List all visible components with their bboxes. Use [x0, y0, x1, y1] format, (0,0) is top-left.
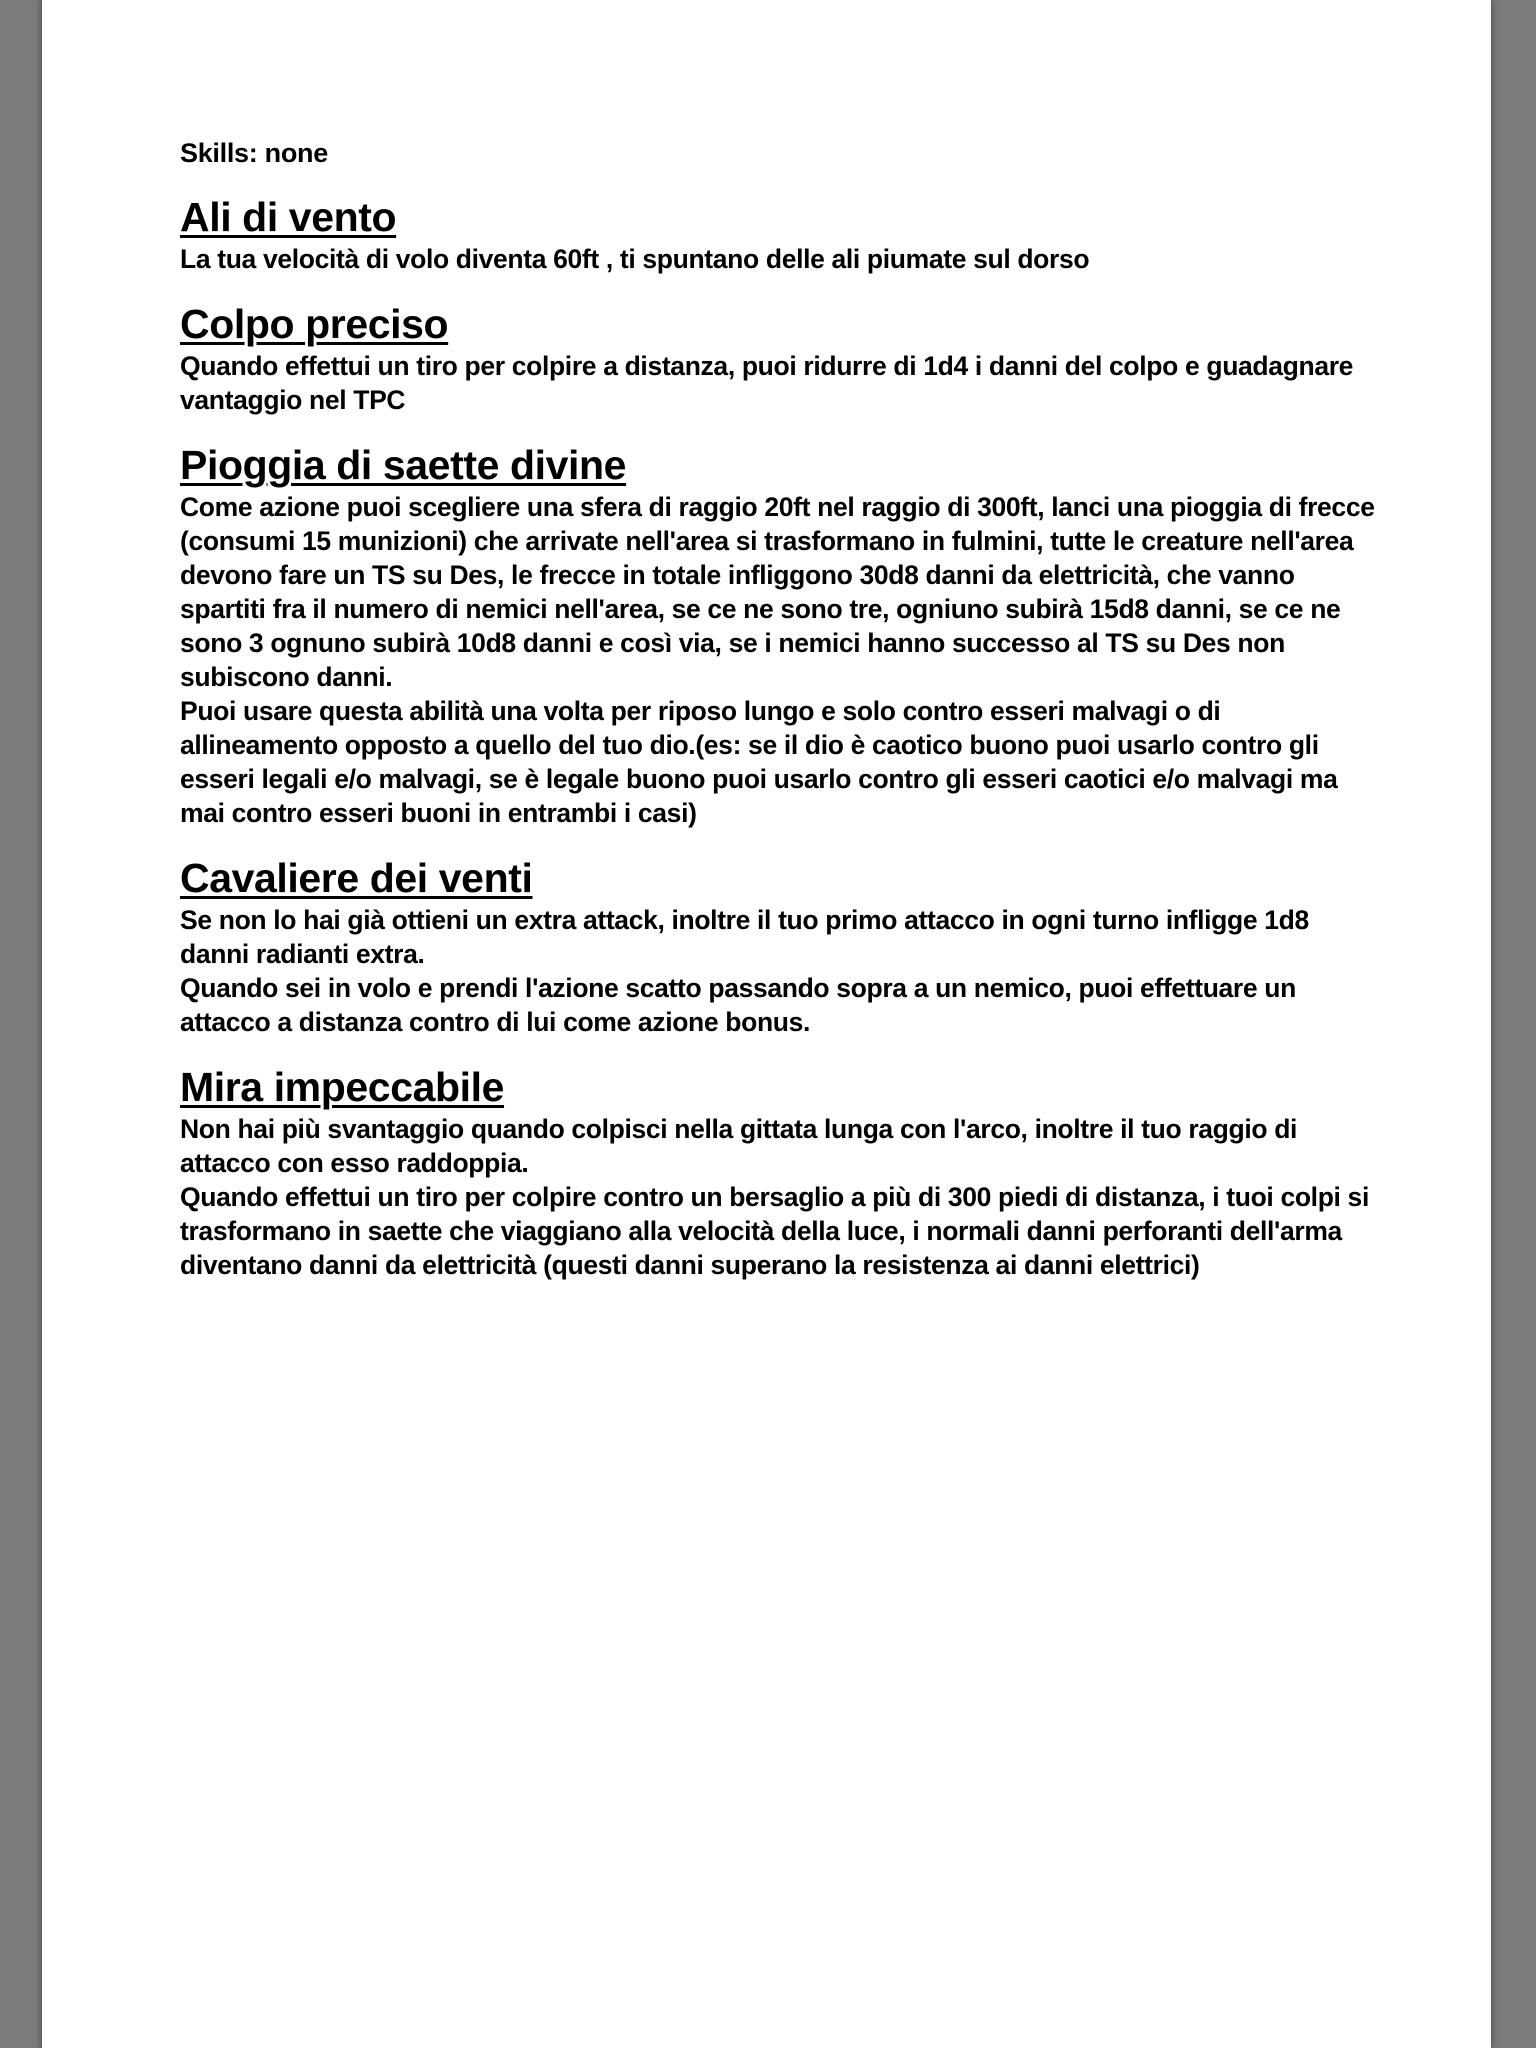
section-colpo-preciso — [180, 301, 1380, 417]
section-heading: Cavaliere dei venti — [180, 855, 533, 901]
section-paragraph: Puoi usare questa abilità una volta per riposo lungo e solo contro esseri malvagi o di allineamento opposto a quello del tuo dio.(es: se il dio è caotico buono puoi usarlo contro gli esseri legali e/o malvagi, se è legale buono puoi usarlo contro gli esseri caotici e/o malvagi ma mai contro esseri buoni in entrambi i casi) — [180, 696, 1338, 828]
section-pioggia-di-saette-divine — [180, 442, 1380, 830]
document-content — [180, 136, 1380, 1307]
section-heading: Ali di vento — [180, 194, 397, 240]
document-page — [42, 0, 1491, 2048]
section-paragraph: Se non lo hai già ottieni un extra attack, inoltre il tuo primo attacco in ogni turno infligge 1d8 danni radianti extra. — [180, 905, 1309, 969]
section-heading: Mira impeccabile — [180, 1064, 505, 1110]
section-paragraph: Non hai più svantaggio quando colpisci nella gittata lunga con l'arco, inoltre il tuo raggio di attacco con esso raddoppia. — [180, 1114, 1298, 1178]
section-mira-impeccabile — [180, 1064, 1380, 1282]
section-paragraph: Come azione puoi scegliere una sfera di raggio 20ft nel raggio di 300ft, lanci una pioggia di frecce (consumi 15 munizioni) che arrivate nell'area si trasformano in fulmini, tutte le creature nell'area devono fare un TS su Des, le frecce in totale infliggono 30d8 danni da elettricità, che vanno spartiti fra il numero di nemici nell'area, se ce ne sono tre, ogniuno subirà 15d8 danni, se ce ne sono 3 ognuno subirà 10d8 danni e così via, se i nemici hanno successo al TS su Des non subiscono danni. — [180, 492, 1375, 692]
section-ali-di-vento — [180, 194, 1380, 276]
skills-line: Skills: none — [180, 138, 328, 168]
section-heading: Colpo preciso — [180, 301, 449, 347]
section-paragraph: Quando sei in volo e prendi l'azione scatto passando sopra a un nemico, puoi effettuare un attacco a distanza contro di lui come azione bonus. — [180, 973, 1296, 1037]
section-heading: Pioggia di saette divine — [180, 442, 627, 488]
section-paragraph: La tua velocità di volo diventa 60ft , ti spuntano delle ali piumate sul dorso — [180, 244, 1090, 274]
section-cavaliere-dei-venti — [180, 855, 1380, 1039]
section-paragraph: Quando effettui un tiro per colpire contro un bersaglio a più di 300 piedi di distanza, i tuoi colpi si trasformano in saette che viaggiano alla velocità della luce, i normali danni perforanti dell'arma diventano danni da elettricità (questi danni superano la resistenza ai danni elettrici) — [180, 1182, 1369, 1280]
section-paragraph: Quando effettui un tiro per colpire a distanza, puoi ridurre di 1d4 i danni del colpo e guadagnare vantaggio nel TPC — [180, 351, 1354, 415]
